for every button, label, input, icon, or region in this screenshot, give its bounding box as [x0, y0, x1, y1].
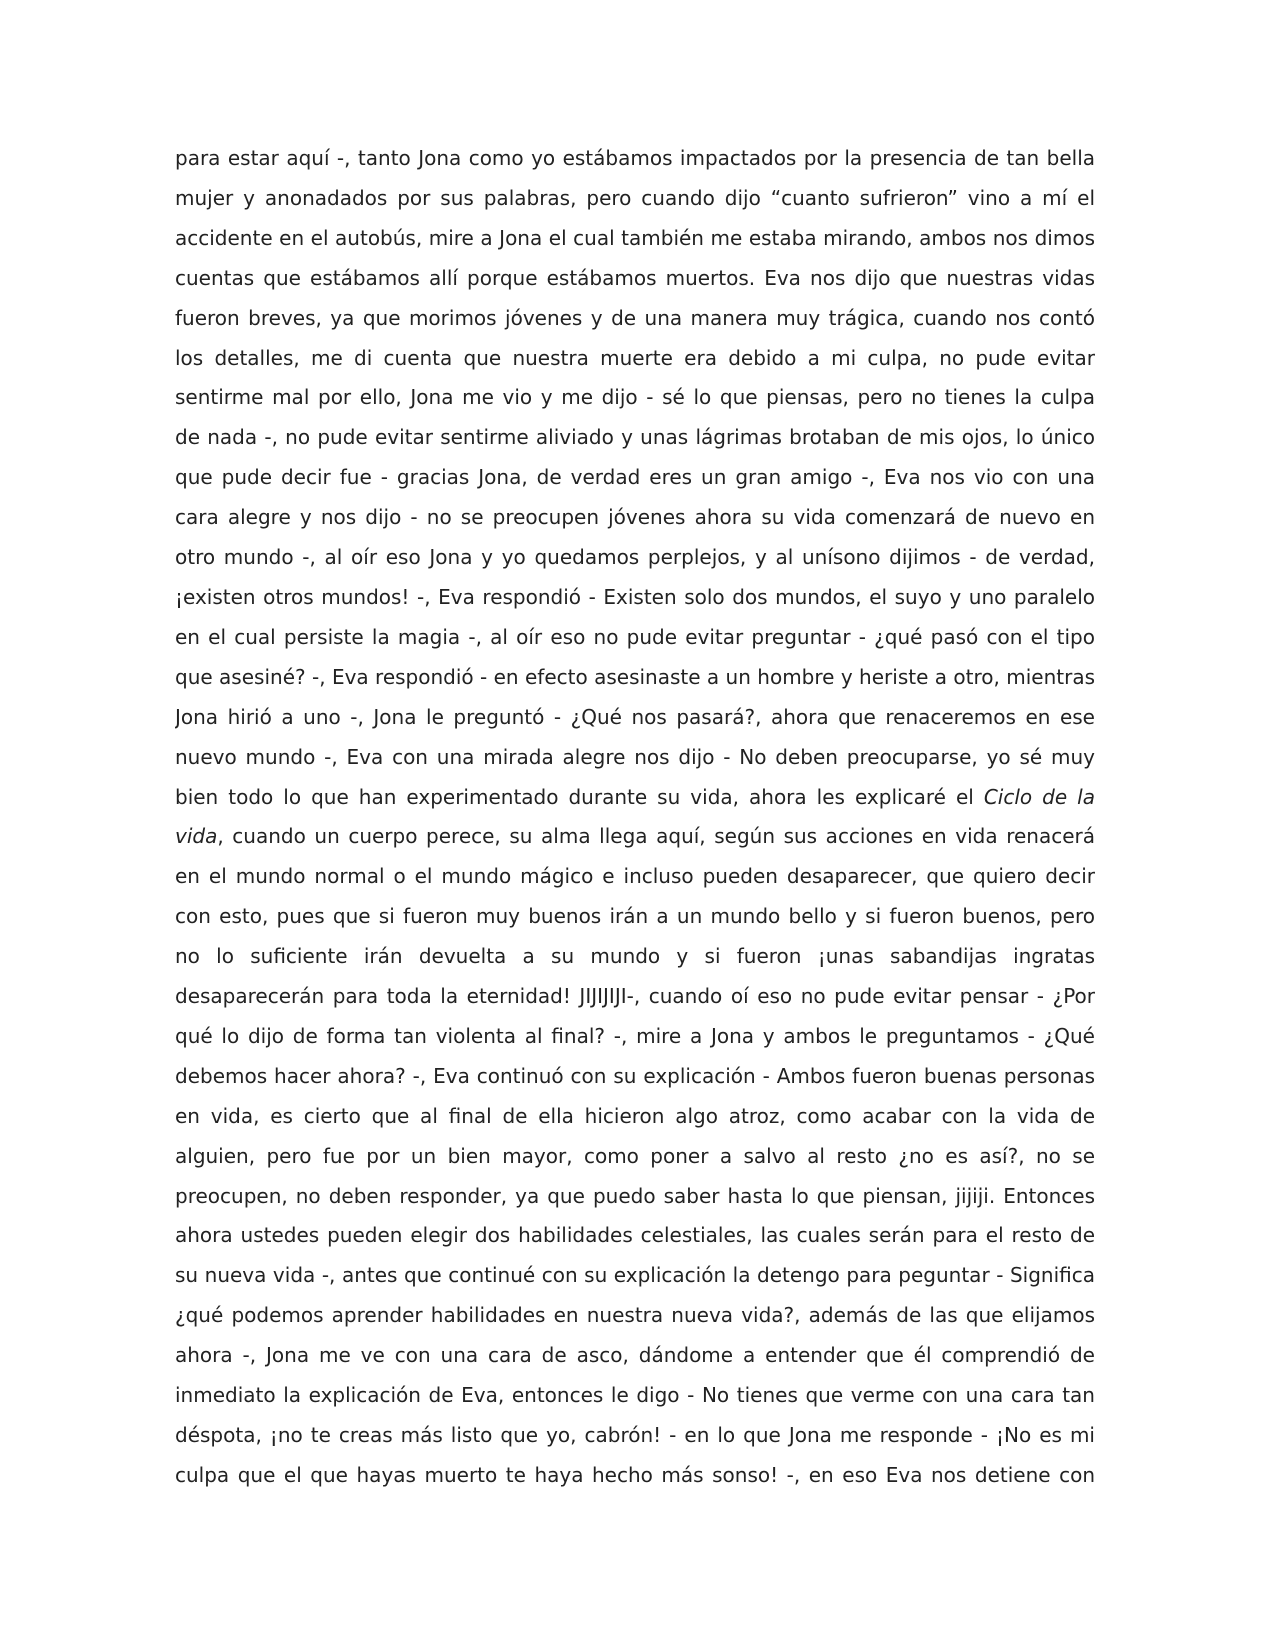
text-line: culpa que el que hayas muerto te haya hecho más sonso! -, en eso Eva nos detiene con	[175, 1462, 1095, 1487]
italic-term: Ciclo de la	[983, 784, 1095, 809]
text-line: ahora -, Jona me ve con una cara de asco, dándome a entender que él comprendió de	[175, 1343, 1095, 1368]
text-line: ahora ustedes pueden elegir dos habilidades celestiales, las cuales serán para el resto de	[175, 1223, 1095, 1248]
text-line: ¡existen otros mundos! -, Eva respondió - Existen solo dos mundos, el suyo y uno paralelo	[175, 584, 1095, 609]
text-line: cuentas que estábamos allí porque estábamos muertos. Eva nos dijo que nuestras vidas	[175, 265, 1095, 290]
text-line: su nueva vida -, antes que continué con su explicación la detengo para peguntar - Significa	[175, 1263, 1095, 1288]
text-line: debemos hacer ahora? -, Eva continuó con su explicación - Ambos fueron buenas personas	[175, 1063, 1095, 1088]
text-line: los detalles, me di cuenta que nuestra muerte era debido a mi culpa, no pude evitar	[175, 345, 1095, 370]
text-line: bien todo lo que han experimentado durante su vida, ahora les explicaré el Ciclo de la	[175, 784, 1095, 809]
text-line: no lo suficiente irán devuelta a su mundo y si fueron ¡unas sabandijas ingratas	[175, 944, 1095, 969]
text-line: para estar aquí -, tanto Jona como yo estábamos impactados por la presencia de tan bella	[175, 146, 1095, 170]
text-line: que asesiné? -, Eva respondió - en efecto asesinaste a un hombre y heriste a otro, mientras	[175, 664, 1095, 689]
text-line: Jona hirió a uno -, Jona le preguntó - ¿Qué nos pasará?, ahora que renaceremos en ese	[175, 704, 1095, 729]
document-page	[175, 139, 1095, 1496]
text-line: otro mundo -, al oír eso Jona y yo quedamos perplejos, y al unísono dijimos - de verdad,	[175, 545, 1095, 570]
italic-term: vida	[175, 824, 218, 849]
text-line: sentirme mal por ello, Jona me vio y me dijo - sé lo que piensas, pero no tienes la culpa	[175, 385, 1095, 410]
text-line: en vida, es cierto que al final de ella hicieron algo atroz, como acabar con la vida de	[175, 1103, 1095, 1128]
text-line: qué lo dijo de forma tan violenta al final? -, mire a Jona y ambos le preguntamos - ¿Qué	[175, 1023, 1095, 1048]
text-line: accidente en el autobús, mire a Jona el cual también me estaba mirando, ambos nos dimos	[175, 225, 1095, 250]
text-line: preocupen, no deben responder, ya que puedo saber hasta lo que piensan, jijiji. Entonces	[175, 1183, 1095, 1208]
text-line: déspota, ¡no te creas más listo que yo, cabrón! - en lo que Jona me responde - ¡No es mi	[175, 1423, 1095, 1447]
text-line: en el cual persiste la magia -, al oír eso no pude evitar preguntar - ¿qué pasó con el tipo	[175, 624, 1095, 649]
text-line: inmediato la explicación de Eva, entonces le digo - No tienes que verme con una cara tan	[175, 1383, 1095, 1408]
text-line: mujer y anonadados por sus palabras, pero cuando dijo “cuanto sufrieron” vino a mí el	[175, 185, 1095, 210]
text-line: fueron breves, ya que morimos jóvenes y de una manera muy trágica, cuando nos contó	[175, 305, 1095, 330]
text-line: en el mundo normal o el mundo mágico e incluso pueden desaparecer, que quiero decir	[175, 864, 1095, 889]
text-line: desaparecerán para toda la eternidad! JIJIJIJI-, cuando oí eso no pude evitar pensar - ¿Por	[175, 984, 1095, 1009]
text-line: vida, cuando un cuerpo perece, su alma llega aquí, según sus acciones en vida renacerá	[175, 824, 1095, 849]
text-line: ¿qué podemos aprender habilidades en nuestra nueva vida?, además de las que elijamos	[175, 1303, 1095, 1328]
text-line: que pude decir fue - gracias Jona, de verdad eres un gran amigo -, Eva nos vio con una	[175, 465, 1095, 490]
text-line: de nada -, no pude evitar sentirme aliviado y unas lágrimas brotaban de mis ojos, lo único	[175, 425, 1095, 450]
text-line: cara alegre y nos dijo - no se preocupen jóvenes ahora su vida comenzará de nuevo en	[175, 505, 1095, 530]
text-line: nuevo mundo -, Eva con una mirada alegre nos dijo - No deben preocuparse, yo sé muy	[175, 744, 1095, 769]
text-line: con esto, pues que si fueron muy buenos irán a un mundo bello y si fueron buenos, pero	[175, 904, 1095, 929]
text-line: alguien, pero fue por un bien mayor, como poner a salvo al resto ¿no es así?, no se	[175, 1143, 1095, 1168]
